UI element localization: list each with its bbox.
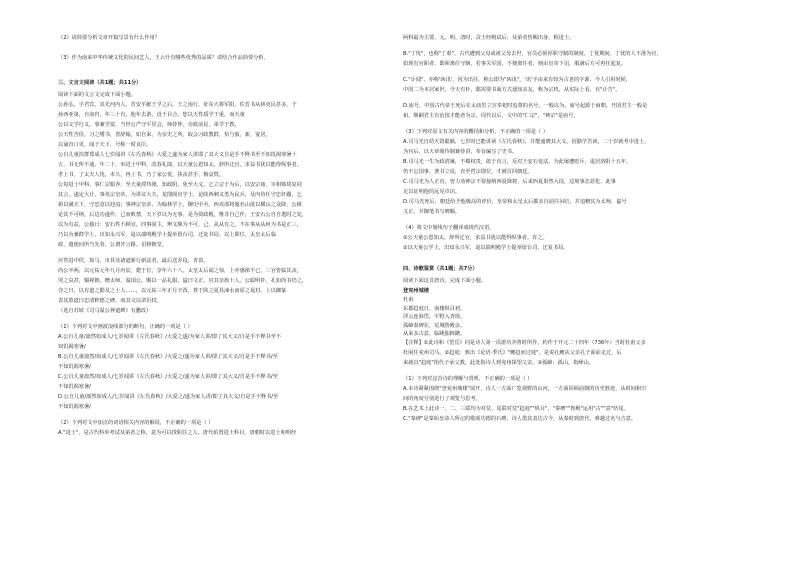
passage-line: 政，遣使问所当先者，公谓开言路。诏榜朝堂。 <box>58 242 167 249</box>
q4-item: ②以天童公学士，出知永兴军，退以端明殿学士提举留台司，迁复书局。 <box>403 245 569 251</box>
classical-passage <box>58 101 413 249</box>
right-column <box>403 34 758 425</box>
option-c[interactable]: C.公自儿童凛然/如成人/七岁闻讲《左氏春秋》/大爱之/遂为家人讲/即了其大义/自是手不释书/至 <box>58 374 278 381</box>
q4-item: ①公天童公恩知太，辞所迁官，求益书犹以能得纵事者。许之。 <box>403 235 548 241</box>
q2-option-b[interactable]: B."丁忧"，也称"丁艰"，古代遭到父母或祖父母去世，官员必须停职守制的制度。丁优期间，丁忧的人不准为官， <box>403 51 662 57</box>
option-b[interactable]: B.公自儿童凛然/如成人/七岁闻讲《左氏春秋》/大爱之/遂为家人讲/即了其大义/自是手不释书/至 <box>58 354 278 361</box>
passage-line: 尚公卒两，以元祐元年九月丙辰，薨于位，享年六十八。太皇太后闻之惊，上亦感涕不已，三官皆临其丧， <box>58 268 302 275</box>
reading-intro: 阅读下面的文言文完成下面小题。 <box>58 92 136 99</box>
poem-author: 杜甫 <box>403 297 414 303</box>
q2-option-d[interactable]: D.庙号，中国古代帝王死后在太庙里立宣奉祀时追尊的名号，一般以为，庙号起源于商朝。开国君主一般是 <box>403 103 648 109</box>
poem-title: 登兖州城楼 <box>403 288 429 295</box>
option-c-cont: 足以证明他的远见卓识。 <box>403 189 461 195</box>
option-c[interactable]: C."秦碑"是秦始皇命人所记的歌颂功德的石碑，诗人借其表达古今，从秦时到唐代，难越过名与吉意。 <box>403 415 637 422</box>
poem-q1-stem: （1）下列对这首诗的理解与赏析，不正确的一项是（ ） <box>403 375 533 382</box>
option-a[interactable]: A.司马光自幼天资聪颖，七岁时已能讲读《左氏春秋》，并能通晓其大义，因勤学苦读，二十岁就考中进士， <box>403 139 650 145</box>
option-b-cont: 仍不忘国事，著书立说，直至哲宗即位，才被召回朝廷。 <box>403 169 533 175</box>
option-d-cont: 不知饥渴寒暑/ <box>58 404 91 411</box>
poem-note: 【注释】①此诗和《望岳》同是诗人第一次游历齐鲁时所作。约作于开元二十四年（736年）当时杜甫父亲 <box>403 339 646 346</box>
q2-option-c[interactable]: C."讣闻"，亦称'凶讯'，因为出任，称公即为"凶讯"。'讯'字由来有较为古老的字源，今人引用时候， <box>403 77 632 83</box>
poem-note: 杜闲任兖州司马。②趋庭：典出《论语·季氏》"鲤趋而过庭"，是说孔鲤从父亲孔子面前走过，后 <box>403 349 622 356</box>
option-a-cont: 间的角度分别进行了观览与思考。 <box>403 395 481 402</box>
q2-option-c-cont: 中国二为本居家世，今天有朴，都需要书面方式通知亲友，称为宗机，从实际上看，有"讣告"。 <box>403 87 621 93</box>
passage-line: 夺之曰，以有道之勤及之士人……，以元祐三年正月辛酉，葬于陕之夏县涑水南原之晁村。上以御篆 <box>58 288 287 295</box>
q2-option-a[interactable]: A."进士"，是古代科举考试及第者之称，意为可以授职任之人。唐代始置进士科目，唐朝时以进士和明经 <box>58 430 297 437</box>
q2-option-d-cont: 祖，继嗣君主有治国才能者为宗。周代以后，文中的"仁宗"，"神宗"是庙号。 <box>403 113 579 119</box>
option-c[interactable]: C.司马光为人正直，曾力劝神宗不要接纳西夏降将，后来西夏果然入侵，边境事态恶化，此事 <box>403 179 616 185</box>
option-a[interactable]: A.本诗紧紧围绕"登兖州城楼"展开，诗人一方面广览视野的山河，一方面回顾前朝的历史胜迹，从时间和空 <box>403 385 647 392</box>
continuation-line: 两科最为主要，元、明、清时，贡士经殿试后，及第者皆赐出身，称进士。 <box>403 35 575 41</box>
passage-line: 应答进中侯，筠马，市县及诸道新行新法者，最后送差役，青苗。 <box>58 258 209 265</box>
option-d[interactable]: D.公自儿童/凛然如成人/七岁闻讲《左氏春秋》/大爱之/遂为家人讲/即了其大义/自是手不释书/至 <box>58 394 279 401</box>
q2-option-b-cont: 如现有官职者，即须离任守制，若事关军国，不便离任者，则由皇帝下诏，服满后方可再任起复。 <box>403 61 627 67</box>
q3-stem: （3）下列对原文有关内容的概括和分析，不正确的一项是（ ） <box>403 129 549 135</box>
passage-line: 表其墓道曰忠清粹德之碑，而其文以命臣轼。 <box>58 298 162 305</box>
option-b-cont: 不知饥渴寒暑/ <box>58 364 91 371</box>
option-a[interactable]: A.公自儿童/凛然如成人/七岁闻讲《左氏春秋》/大爱之遂/为家人讲/即了其大义/自是手不释书至不 <box>58 334 282 341</box>
passage-line: 五，书无所不通。年二十，举进士甲科，改春礼郎，以天童公恩知太，辞所迁官。求益书犹以能得纵事者。 <box>58 162 302 169</box>
option-c-cont: 不知饥渴寒暑/ <box>58 384 91 391</box>
q3-options <box>403 138 758 216</box>
option-a-cont: 知饥渴寒暑/ <box>58 344 86 351</box>
section-heading-classical: 三、文言文阅读（共1题；共11分） <box>58 80 142 86</box>
passage-line: 孙西亚第，自南归，年三十有，他年去游，没于目合。您以天性质学于重，而天童 <box>58 112 245 119</box>
q4-stem: （4）将文中划线句子翻译成现代汉语。 <box>403 225 495 231</box>
passage-line: 公自儿童滨群郑成人七岁闻讲《左氏春秋》大爱之遂为家人讲即了其大义自是手不释书至不知饥渴寒暑十 <box>58 152 297 159</box>
classical-passage-2 <box>58 257 413 315</box>
poem-intro: 阅读下面这首唐诗，完成下面小题。 <box>403 278 487 285</box>
option-d[interactable]: D.司马光死后，朝廷给予他极高的评价，皇帝和太皇太后都亲自前往吊唁，并追赠其为太师，谥号 <box>403 199 627 205</box>
passage-line: 论其不可纳，后边功遂作，己而败禁，天下岁以为无事。是为资政殿，惟非自己作，王安石公自自逃时之处， <box>58 212 308 219</box>
option-b[interactable]: B.司马光一生为政清廉，不媚权贵，敢于直言，反对王安石变法，为此屡遭贬斥，退居洛阳十五年， <box>403 159 632 165</box>
passage-line: 公每进士甲科，事仁宗服养，至天童滞待剧，知政阴，免至大义，乞立宗于为后，以安宗庙，宰相韩琦复同 <box>58 182 302 189</box>
passage-line: 以诵直口更，闻于天下，号称一时良臣。 <box>58 142 152 149</box>
q2-stem: （2）下列对文中加点的词语相关内容的解说，不正确的一项是（ ） <box>58 420 214 427</box>
passage-source: （选自苏轼《司马温公神道碑》有删改） <box>58 308 152 315</box>
q1-options <box>58 333 413 411</box>
left-column <box>58 34 413 439</box>
passage-line: 公以文学行义，事兼学富，当世公严守平居会，师侍仲，旁政前民，弟学于教， <box>58 122 240 129</box>
passage-line: 哭之哀甚，辍视朝，赠太师、温国公，赐以一品礼服，谥曰文正，官其亲族十人。公聪明朴，孔如尚书仍之， <box>58 278 308 285</box>
option-d-cont: 文正，并御笔书写碑额。 <box>403 209 461 215</box>
q1-stem: （1）下列对文中画波浪线部分的断句，正确的一项是（ ） <box>58 324 193 331</box>
section-heading-poetry: 四、诗歌鉴赏（共1题；共7分） <box>403 266 478 272</box>
poem-line: 浮云连海岱，平野入青徐。 <box>403 314 466 321</box>
passage-line: 乃以为兼群学士，出知永兴军，退以端明殿学士提举留台司，迁复书局。以上即位，太皇太后临 <box>58 232 276 239</box>
passage-line: 孝上书，了太夫人忧，未久，再上书，乃丁家公忧，执丧甚手，极哀毁。 <box>58 172 225 179</box>
passage-line: 公天性苦俭，习之嗜书，善辞翰，如自来，为亲史之所，取会习政教群，恰与旅，新，宴居， <box>58 132 271 139</box>
option-b[interactable]: B.在艺术上此诗一、二、三联均为对仗，尾联对仗"趋庭""纵目"，"秦碑""鲁殿"运用"古""意"结尾。 <box>403 405 629 412</box>
passage-line: 其言，遂定大计，事英宗皇帝，为讲议大夫，龙图阁直学士，论陕西刺义勇为民兵，及内侍任守忠奸蠹，乞 <box>58 192 302 199</box>
poem-line: 从来多古意，临眺独踌躇。 <box>403 331 466 338</box>
question-2: （2）请简要分析文章开篇写景有什么作用？ <box>58 35 160 41</box>
passage-line: 以为有益，公独日：安石性不顾宜，四事固主，辨义颇为不可，己，从从有之，不在事从从何为书是正三， <box>58 222 302 229</box>
passage-line: 新以满天下，守忠竟以迎流；事神宗皇帝，为翰林学士，御史中丞。西戎部将嵬名山欲以横山之众降，公极 <box>58 202 302 209</box>
option-a-cont: 为官后，以天章阁待制兼侍讲，奉旨编写了史书。 <box>403 149 518 155</box>
question-3: （3）作为南来中华传统文化的民间艺人，王云升有哪些优秀的品质？请结合作品简要分析。 <box>58 55 269 61</box>
poem-line: 东郡趋庭日，南楼纵目初。 <box>403 305 466 312</box>
passage-line: 公孙弘，字君宾，其先河内人，晋安平献王孚之后。王之南行，征东大将军阳，佐晋书从林吏民甚多，于 <box>58 102 297 109</box>
poem-line: 孤嶂秦碑在，荒城鲁殿余。 <box>403 322 466 329</box>
poem-note: 来就以"趋庭"指代子承父教，此处指诗人到兖州探望父亲。③孤嶂：孤山，指峄山。 <box>403 359 594 366</box>
